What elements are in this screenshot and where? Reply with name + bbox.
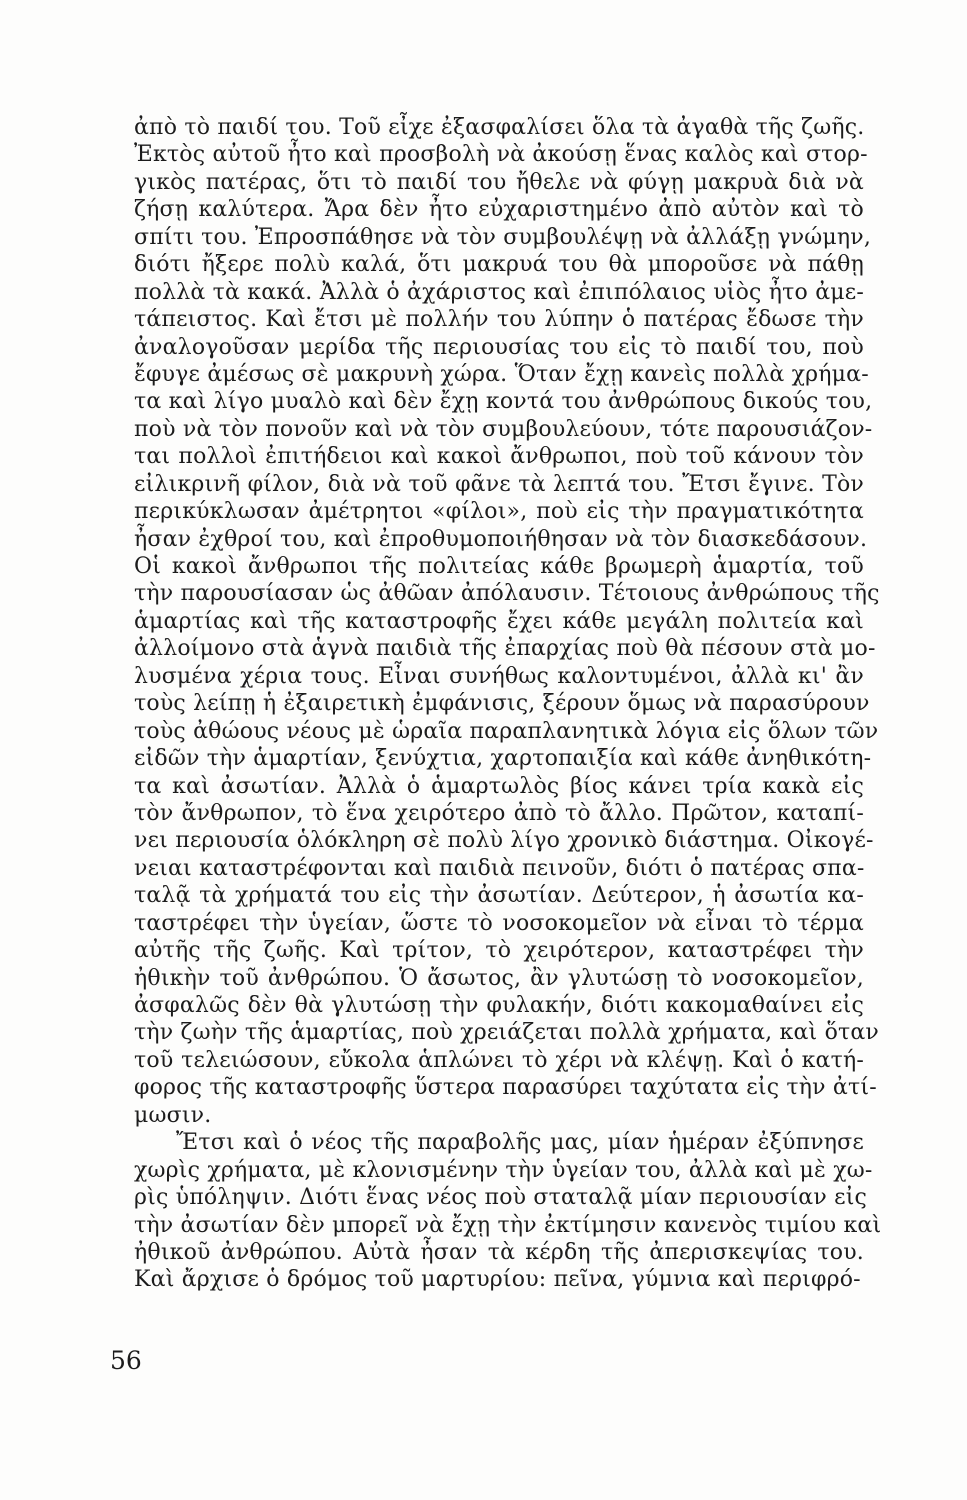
text-line: ἠθικὴν τοῦ ἀνθρώπου. Ὁ ἄσωτος, ἂν γλυτώσῃ τὸ νοσοκομεῖον, [134,965,864,991]
text-line: τὸν ἄνθρωπον, τὸ ἕνα χειρότερο ἀπὸ τὸ ἄλλο. Πρῶτον, καταπί- [134,800,864,826]
text-line: τα καὶ λίγο μυαλὸ καὶ δὲν ἔχῃ κοντά του ἀνθρώπους δικούς του, [134,389,873,415]
text-line: τὴν παρουσίασαν ὡς ἀθῶαν ἀπόλαυσιν. Τέτοιους ἀνθρώπους τῆς [134,581,880,607]
text-line: σπίτι του. Ἐπροσπάθησε νὰ τὸν συμβουλέψῃ νὰ ἀλλάξῃ γνώμην, [134,224,872,250]
text-line: Ἐκτὸς αὐτοῦ ἦτο καὶ προσβολὴ νὰ ἀκούσῃ ἕνας καλὸς καὶ στορ- [134,142,868,168]
text-line: τοῦ τελειώσουν, εὔκολα ἁπλώνει τὸ χέρι νὰ κλέψῃ. Καὶ ὁ κατή- [134,1047,864,1073]
text-line: φορος τῆς καταστροφῆς ὕστερα παρασύρει ταχύτατα εἰς τὴν ἀτί- [134,1075,877,1101]
text-line: ἀσφαλῶς δὲν θὰ γλυτώσῃ τὴν φυλακήν, διότι κακομαθαίνει εἰς [134,993,864,1018]
text-line: ἠθικοῦ ἀνθρώπου. Αὐτὰ ἦσαν τὰ κέρδη τῆς ἀπερισκεψίας του. [134,1239,864,1265]
text-line: διότι ἤξερε πολὺ καλά, ὅτι μακρυά του θὰ μποροῦσε νὰ πάθῃ [134,252,864,278]
text-line: τὴν ζωὴν τῆς ἁμαρτίας, ποὺ χρειάζεται πολλὰ χρήματα, καὶ ὅταν [134,1020,880,1046]
text-line: ἀναλογοῦσαν μερίδα τῆς περιουσίας του εἰς τὸ παιδί του, ποὺ [134,334,864,360]
page-number: 56 [110,1346,142,1375]
text-line: λυσμένα χέρια τους. Εἶναι συνήθως καλοντυμένοι, ἀλλὰ κι' ἂν [134,663,864,689]
text-line: ἀλλοίμονο στὰ ἁγνὰ παιδιὰ τῆς ἐπαρχίας ποὺ θὰ πέσουν στὰ μο- [134,636,876,662]
text-line: ἦσαν ἐχθροί του, καὶ ἐπροθυμοποιήθησαν νὰ τὸν διασκεδάσουν. [134,526,868,552]
text-line: ἔφυγε ἀμέσως σὲ μακρυνὴ χώρα. Ὅταν ἔχῃ κανεὶς πολλὰ χρήμα- [134,361,869,387]
text-line: γικὸς πατέρας, ὅτι τὸ παιδί του ἤθελε νὰ φύγῃ μακρυὰ διὰ νὰ [134,169,864,195]
text-line: ἁμαρτίας καὶ τῆς καταστροφῆς ἔχει κάθε μεγάλη πολιτεία καὶ [134,608,864,634]
text-line: πολλὰ τὰ κακά. Ἀλλὰ ὁ ἀχάριστος καὶ ἐπιπόλαιος υἱὸς ἦτο ἀμε- [134,279,864,305]
text-line: νει περιουσία ὁλόκληρη σὲ πολὺ λίγο χρονικὸ διάστημα. Οἰκογέ- [134,828,874,854]
text-line: εἰδῶν τὴν ἁμαρτίαν, ξενύχτια, χαρτοπαιξία καὶ κάθε ἀνηθικότη- [134,746,872,772]
text-line: Καὶ ἄρχισε ὁ δρόμος τοῦ μαρτυρίου: πεῖνα, γύμνια καὶ περιφρό- [134,1267,861,1293]
paragraph [134,1129,882,1294]
text-line: ποὺ νὰ τὸν πονοῦν καὶ νὰ τὸν συμβουλεύουν, τότε παρουσιάζον- [134,416,873,442]
text-line: χωρὶς χρήματα, μὲ κλονισμένην τὴν ὑγείαν του, ἀλλὰ καὶ μὲ χω- [134,1157,873,1183]
text-line: ζήσῃ καλύτερα. Ἄρα δὲν ἦτο εὐχαριστημένο ἀπὸ αὐτὸν καὶ τὸ [134,197,864,223]
body-text [134,114,882,1294]
text-line: τοὺς ἀθώους νέους μὲ ὡραῖα παραπλανητικὰ λόγια εἰς ὅλων τῶν [134,718,879,744]
text-line: τὴν ἀσωτίαν δὲν μπορεῖ νὰ ἔχῃ τὴν ἐκτίμησιν κανενὸς τιμίου καὶ [134,1212,882,1238]
text-line: τάπειστος. Καὶ ἔτσι μὲ πολλήν του λύπην ὁ πατέρας ἔδωσε τὴν [134,307,864,333]
paragraph [134,114,880,1129]
text-line: μωσιν. [134,1102,212,1128]
text-line: Οἱ κακοὶ ἄνθρωποι τῆς πολιτείας κάθε βρωμερὴ ἁμαρτία, τοῦ [134,554,864,579]
text-line: περικύκλωσαν ἀμέτρητοι «φίλοι», ποὺ εἰς τὴν πραγματικότητα [134,499,864,525]
text-line: ταστρέφει τὴν ὑγείαν, ὥστε τὸ νοσοκομεῖον νὰ εἶναι τὸ τέρμα [134,910,864,936]
text-line: Ἔτσι καὶ ὁ νέος τῆς παραβολῆς μας, μίαν ἡμέραν ἐξύπνησε [176,1130,864,1156]
text-line: αὐτῆς τῆς ζωῆς. Καὶ τρίτον, τὸ χειρότερον, καταστρέφει τὴν [134,938,864,964]
text-line: τα καὶ ἀσωτίαν. Ἀλλὰ ὁ ἁμαρτωλὸς βίος κάνει τρία κακὰ εἰς [134,773,864,799]
text-line: τοὺς λείπῃ ἡ ἐξαιρετικὴ ἐμφάνισις, ξέρουν ὅμως νὰ παρασύρουν [134,691,870,717]
text-line: ρὶς ὑπόληψιν. Διότι ἕνας νέος ποὺ σταταλᾷ μίαν περιουσίαν εἰς [134,1185,868,1211]
text-line: εἰλικρινῆ φίλον, διὰ νὰ τοῦ φᾶνε τὰ λεπτά του. Ἔτσι ἔγινε. Τὸν [134,471,864,497]
text-line: ἀπὸ τὸ παιδί του. Τοῦ εἶχε ἐξασφαλίσει ὅλα τὰ ἀγαθὰ τῆς ζωῆς. [134,115,865,140]
text-line: νειαι καταστρέφονται καὶ παιδιὰ πεινοῦν, διότι ὁ πατέρας σπα- [134,855,865,881]
text-line: ταλᾷ τὰ χρήματά του εἰς τὴν ἀσωτίαν. Δεύτερον, ἡ ἀσωτία κα- [134,883,864,909]
text-line: ται πολλοὶ ἐπιτήδειοι καὶ κακοὶ ἄνθρωποι, ποὺ τοῦ κάνουν τὸν [134,444,864,470]
